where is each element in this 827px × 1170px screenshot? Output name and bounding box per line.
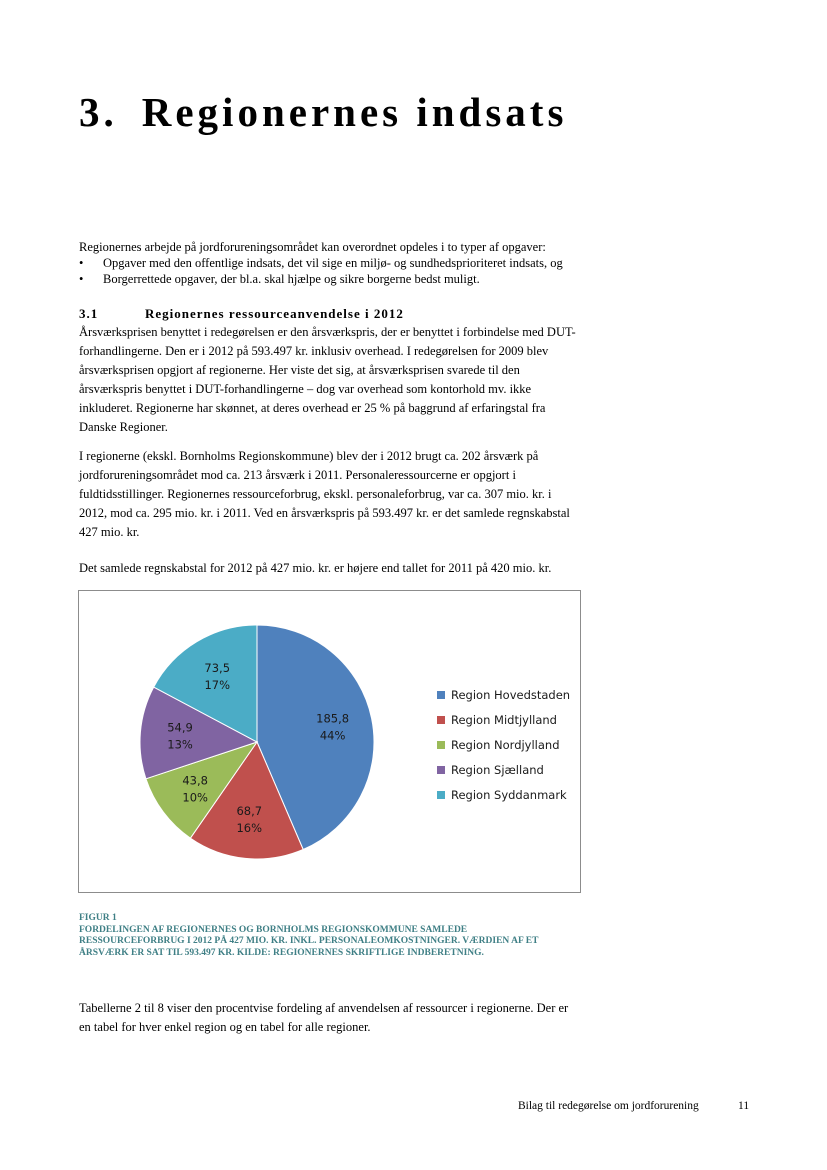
paragraph-line: I regionerne (ekskl. Bornholms Regionskommune) blev der i 2012 brugt ca. 202 årsværk på (79, 449, 539, 463)
legend-label: Region Nordjylland (451, 737, 560, 752)
section-heading (79, 306, 404, 322)
legend-swatch (437, 791, 445, 799)
paragraph-line: Danske Regioner. (79, 420, 168, 434)
paragraph-line: en tabel for hver enkel region og en tabel for alle regioner. (79, 1020, 371, 1034)
slice-value-label-sjaelland: 54,9 (167, 720, 193, 735)
slice-percent-label-syddanmark: 17% (204, 677, 231, 692)
legend-swatch (437, 716, 445, 724)
chapter-title-text: Regionernes indsats (141, 89, 568, 135)
chapter-number: 3. (79, 89, 118, 135)
chart-legend (437, 682, 570, 807)
legend-label: Region Syddanmark (451, 787, 567, 802)
slice-percent-label-midtjylland: 16% (236, 820, 263, 835)
chapter-title (79, 88, 567, 136)
paragraph-line: jordforureningsområdet mod ca. 213 årsværk i 2011. Personaleressourcerne er opgjort i (79, 468, 516, 482)
paragraph-1 (79, 323, 635, 437)
legend-item-syddanmark (437, 782, 570, 807)
legend-label: Region Sjælland (451, 762, 544, 777)
paragraph-line: årsværksprisen opgjort af regionerne. Her viste det sig, at årsværksprisen svarede til den (79, 363, 520, 377)
slice-value-label-midtjylland: 68,7 (236, 803, 263, 818)
legend-item-nordjylland (437, 732, 570, 757)
intro-lead: Regionernes arbejde på jordforureningsområdet kan overordnet opdeles i to typer af opgaver: (79, 240, 546, 254)
slice-value-label-hovedstaden: 185,8 (316, 711, 350, 726)
paragraph-line: Årsværksprisen benyttet i redegørelsen er den årsværkspris, der er benyttet i forbindelse med DUT- (79, 325, 576, 339)
paragraph-line: 2012, mod ca. 295 mio. kr. i 2011. Ved en årsværkspris på 593.497 kr. er det samlede regnskabstal (79, 506, 570, 520)
paragraph-line: inkluderet. Regionerne har skønnet, at deres overhead er 25 % på baggrund af erfaringstal fra (79, 401, 546, 415)
legend-swatch (437, 766, 445, 774)
slice-value-label-syddanmark: 73,5 (204, 660, 231, 675)
paragraph-3 (79, 559, 635, 578)
legend-item-sjaelland (437, 757, 570, 782)
section-title: Regionernes ressourceanvendelse i 2012 (145, 306, 404, 321)
intro-bullet-list (79, 255, 639, 287)
footer-text: Bilag til redegørelse om jordforurening (518, 1100, 699, 1112)
intro-bullet-item (79, 255, 639, 271)
paragraph-line: 427 mio. kr. (79, 525, 140, 539)
section-number: 3.1 (79, 306, 99, 321)
legend-swatch (437, 741, 445, 749)
paragraph-line: Tabellerne 2 til 8 viser den procentvise fordeling af anvendelsen af ressourcer i regionerne. Der er (79, 1001, 569, 1015)
paragraph-line: forhandlingerne. Den er i 2012 på 593.497 kr. inklusiv overhead. I redegørelsen for 2009 blev (79, 344, 549, 358)
paragraph-line: Det samlede regnskabstal for 2012 på 427 mio. kr. er højere end tallet for 2011 på 420 mio. kr. (79, 561, 552, 575)
legend-swatch (437, 691, 445, 699)
bullet-icon: • (79, 256, 84, 270)
bullet-icon: • (79, 272, 84, 286)
intro-bullet-item (79, 271, 639, 287)
legend-label: Region Midtjylland (451, 712, 557, 727)
slice-percent-label-hovedstaden: 44% (319, 728, 346, 743)
pie-chart (78, 590, 581, 893)
paragraph-line: årsværkspris benyttet i DUT-forhandlingerne – dog var overhead som kontorhold mv. ikke (79, 382, 532, 396)
figure-caption-line: ÅRSVÆRK ER SAT TIL 593.497 KR. KILDE: REGIONERNES SKRIFTLIGE INDBERETNING. (79, 947, 484, 958)
slice-percent-label-sjaelland: 13% (167, 737, 193, 752)
intro-bullet-text: Borgerrettede opgaver, der bl.a. skal hjælpe og sikre borgerne bedst muligt. (103, 272, 480, 286)
intro-block (79, 239, 639, 287)
closing-paragraph (79, 999, 635, 1037)
figure-caption (79, 913, 639, 959)
legend-label: Region Hovedstaden (451, 687, 571, 702)
paragraph-2 (79, 447, 635, 542)
figure-caption-line: RESSOURCEFORBRUG I 2012 PÅ 427 MIO. KR. INKL. PERSONALEOMKOSTNINGER. VÆRDIEN AF ET (79, 936, 539, 946)
legend-item-hovedstaden (437, 682, 570, 707)
slice-value-label-nordjylland: 43,8 (182, 773, 208, 788)
legend-item-midtjylland (437, 707, 570, 732)
paragraph-line: fuldtidsstillinger. Regionernes ressourceforbrug, ekskl. personaleforbrug, var ca. 307 mio. kr. i (79, 487, 552, 501)
figure-label: FIGUR 1 (79, 913, 117, 923)
slice-percent-label-nordjylland: 10% (182, 790, 208, 805)
figure-caption-line: FORDELINGEN AF REGIONERNES OG BORNHOLMS REGIONSKOMMUNE SAMLEDE (79, 924, 468, 935)
intro-bullet-text: Opgaver med den offentlige indsats, det vil sige en miljø- og sundhedsprioriteret indsats, og (103, 256, 563, 270)
page-number: 11 (738, 1100, 750, 1112)
